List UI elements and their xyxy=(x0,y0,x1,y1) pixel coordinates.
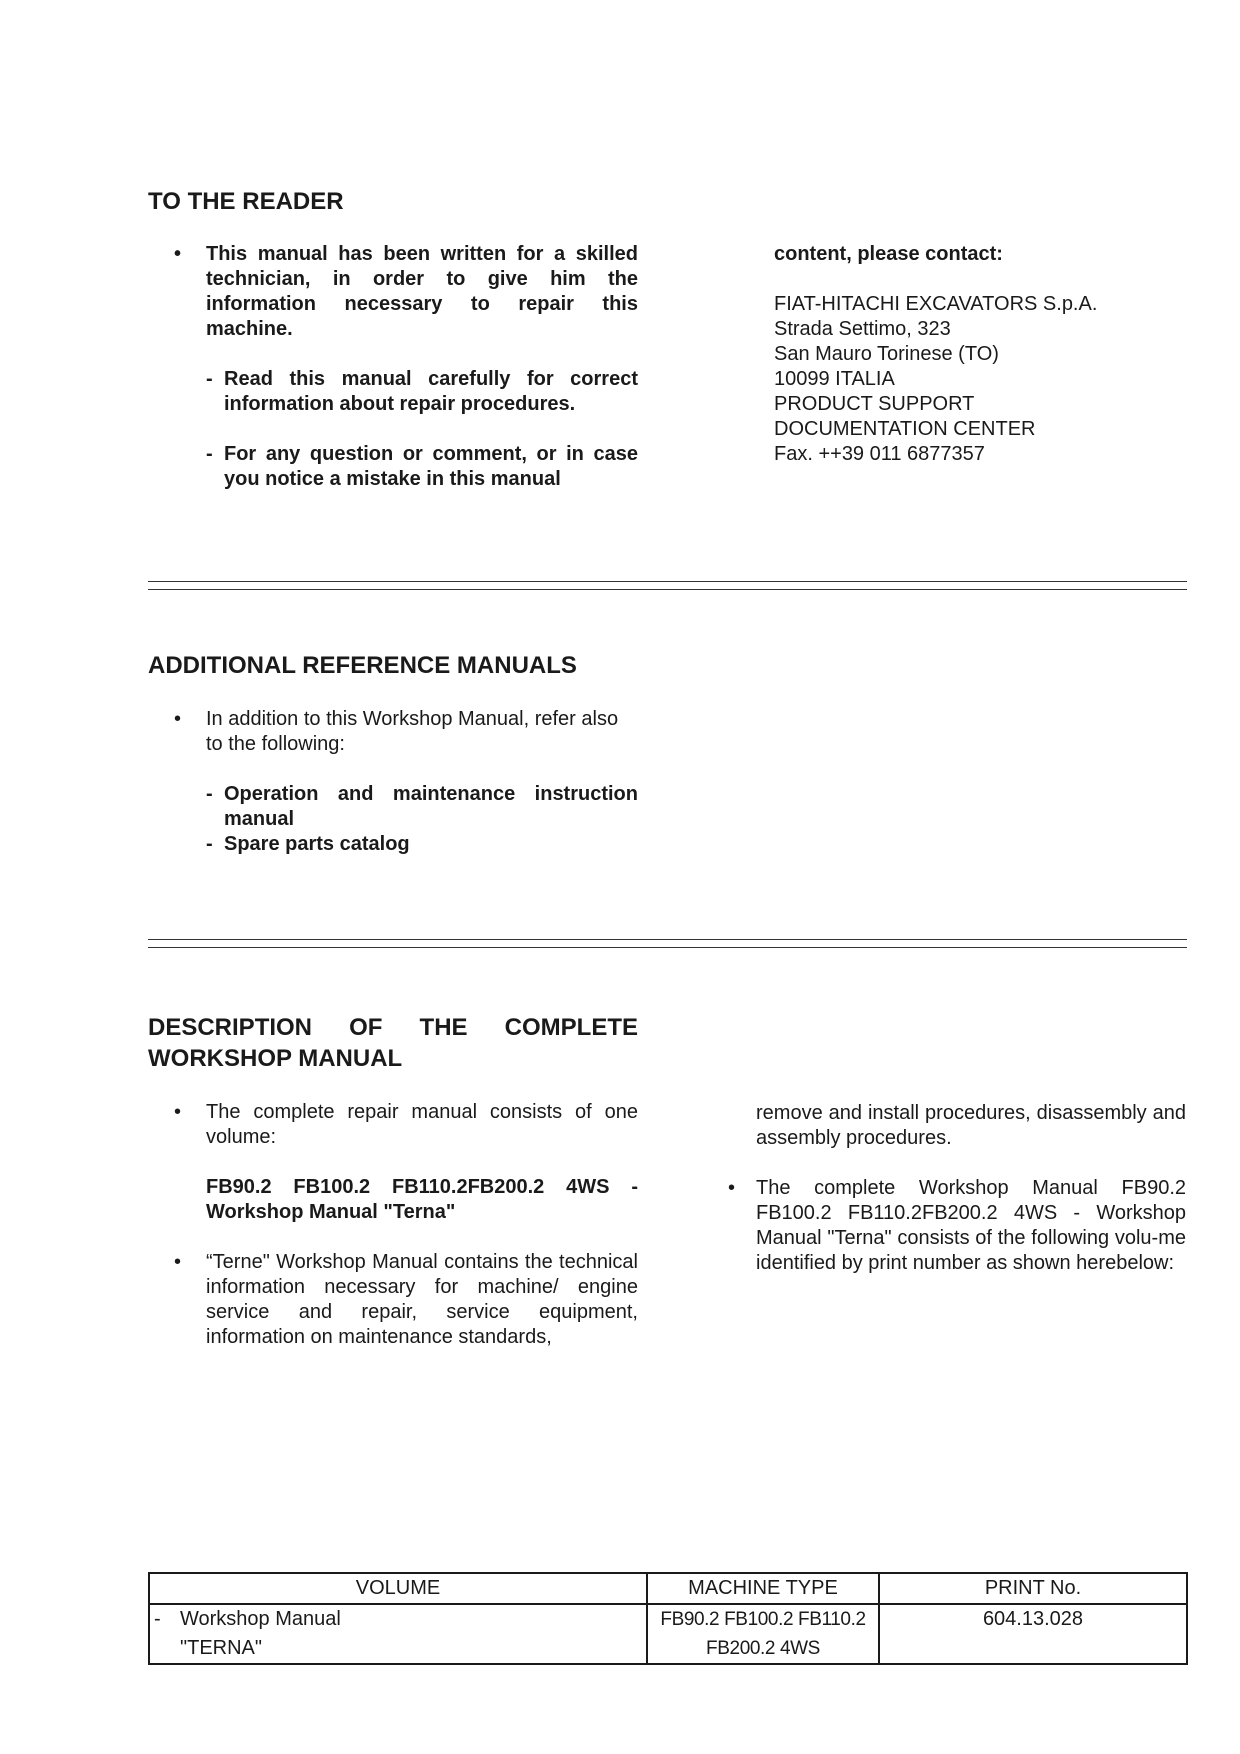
address-line: 10099 ITALIA xyxy=(774,368,895,390)
dash-mark: - xyxy=(206,783,213,805)
reader-bullet-text: This manual has been written for a skilled technician, in order to give him the information necessary to repair this machine. xyxy=(206,243,638,340)
dash-mark: - xyxy=(206,368,213,390)
section-divider xyxy=(148,939,1187,940)
machine-type-line-2: FB200.2 4WS xyxy=(706,1638,820,1659)
column-header-volume: VOLUME xyxy=(149,1573,647,1604)
description-bullet-3 xyxy=(696,1176,1186,1276)
bullet-mark: • xyxy=(174,1251,182,1273)
volume-line-1: Workshop Manual xyxy=(180,1608,341,1630)
continuation-text: remove and install procedures, disassembly and assembly procedures. xyxy=(756,1102,1186,1149)
machine-type-cell xyxy=(647,1604,879,1664)
description-bullet-1-text: The complete repair manual consists of one volume: xyxy=(206,1101,638,1148)
bullet-mark: • xyxy=(728,1177,736,1199)
dash-mark: - xyxy=(154,1608,161,1630)
models-block xyxy=(148,1175,638,1225)
dash-mark: - xyxy=(206,443,213,465)
section-divider xyxy=(148,581,1187,582)
address-line: Strada Settimo, 323 xyxy=(774,318,951,340)
machine-type-line-1: FB90.2 FB100.2 FB110.2 xyxy=(660,1609,866,1630)
fax-line: Fax. ++39 011 6877357 xyxy=(774,443,985,465)
dash-mark: - xyxy=(206,833,213,855)
description-bullet-2-text: “Terne" Workshop Manual contains the technical information necessary for machine/ engine service and repair, service equipment, information on maintenance standards, xyxy=(206,1251,638,1348)
volume-table xyxy=(148,1572,1188,1665)
reader-dash-1 xyxy=(148,367,638,417)
additional-dash-1 xyxy=(148,782,638,832)
reader-right-column xyxy=(774,242,1194,467)
bullet-mark: • xyxy=(174,1101,182,1123)
additional-dash-2-text: Spare parts catalog xyxy=(224,833,410,855)
address-line: DOCUMENTATION CENTER xyxy=(774,418,1036,440)
table-row xyxy=(149,1604,1187,1664)
section-divider xyxy=(148,947,1187,948)
volume-cell xyxy=(149,1604,647,1664)
description-title-line-1: DESCRIPTION OF THE COMPLETE xyxy=(148,1014,638,1041)
reader-dash-2-text: For any question or comment, or in case you notice a mistake in this manual xyxy=(224,443,638,490)
description-bullet-1 xyxy=(148,1100,638,1150)
contact-address xyxy=(774,292,1194,467)
additional-dash-1-text: Operation and maintenance instruction manual xyxy=(224,783,638,830)
reader-dash-1-text: Read this manual carefully for correct information about repair procedures. xyxy=(224,368,638,415)
description-title-line-2: WORKSHOP MANUAL xyxy=(148,1045,403,1072)
print-no-cell: 604.13.028 xyxy=(879,1604,1187,1664)
column-header-machine-type: MACHINE TYPE xyxy=(647,1573,879,1604)
models-line-2: Workshop Manual "Terna" xyxy=(206,1201,456,1223)
volume-line-2: "TERNA" xyxy=(180,1637,262,1659)
section-title-additional-manuals: ADDITIONAL REFERENCE MANUALS xyxy=(148,652,577,679)
contact-lead: content, please contact: xyxy=(774,243,1003,265)
additional-bullet-text: In addition to this Workshop Manual, refer also to the following: xyxy=(206,708,619,755)
column-header-print-no: PRINT No. xyxy=(879,1573,1187,1604)
address-line: PRODUCT SUPPORT xyxy=(774,393,975,415)
description-bullet-3-text: The complete Workshop Manual FB90.2 FB100.2 FB110.2FB200.2 4WS - Workshop Manual "Terna" consists of the following volu-me identified by print number as shown herebelow: xyxy=(756,1177,1186,1274)
description-right-continuation xyxy=(696,1101,1186,1151)
additional-bullet xyxy=(148,707,638,757)
section-title-description xyxy=(148,1012,638,1074)
bullet-mark: • xyxy=(174,708,182,730)
description-left-column xyxy=(148,1100,638,1350)
description-bullet-2 xyxy=(148,1250,638,1350)
reader-bullet xyxy=(148,242,638,342)
description-right-column xyxy=(696,1101,1186,1276)
table-header-row xyxy=(149,1573,1187,1604)
reader-left-column xyxy=(148,242,638,492)
bullet-mark: • xyxy=(174,243,182,265)
section-title-to-the-reader: TO THE READER xyxy=(148,188,344,215)
reader-dash-2 xyxy=(148,442,638,492)
address-line: FIAT-HITACHI EXCAVATORS S.p.A. xyxy=(774,293,1098,315)
section-divider xyxy=(148,589,1187,590)
additional-dash-2 xyxy=(148,832,638,857)
models-line-1: FB90.2 FB100.2 FB110.2FB200.2 4WS - xyxy=(206,1176,638,1198)
address-line: San Mauro Torinese (TO) xyxy=(774,343,999,365)
additional-column xyxy=(148,707,638,857)
